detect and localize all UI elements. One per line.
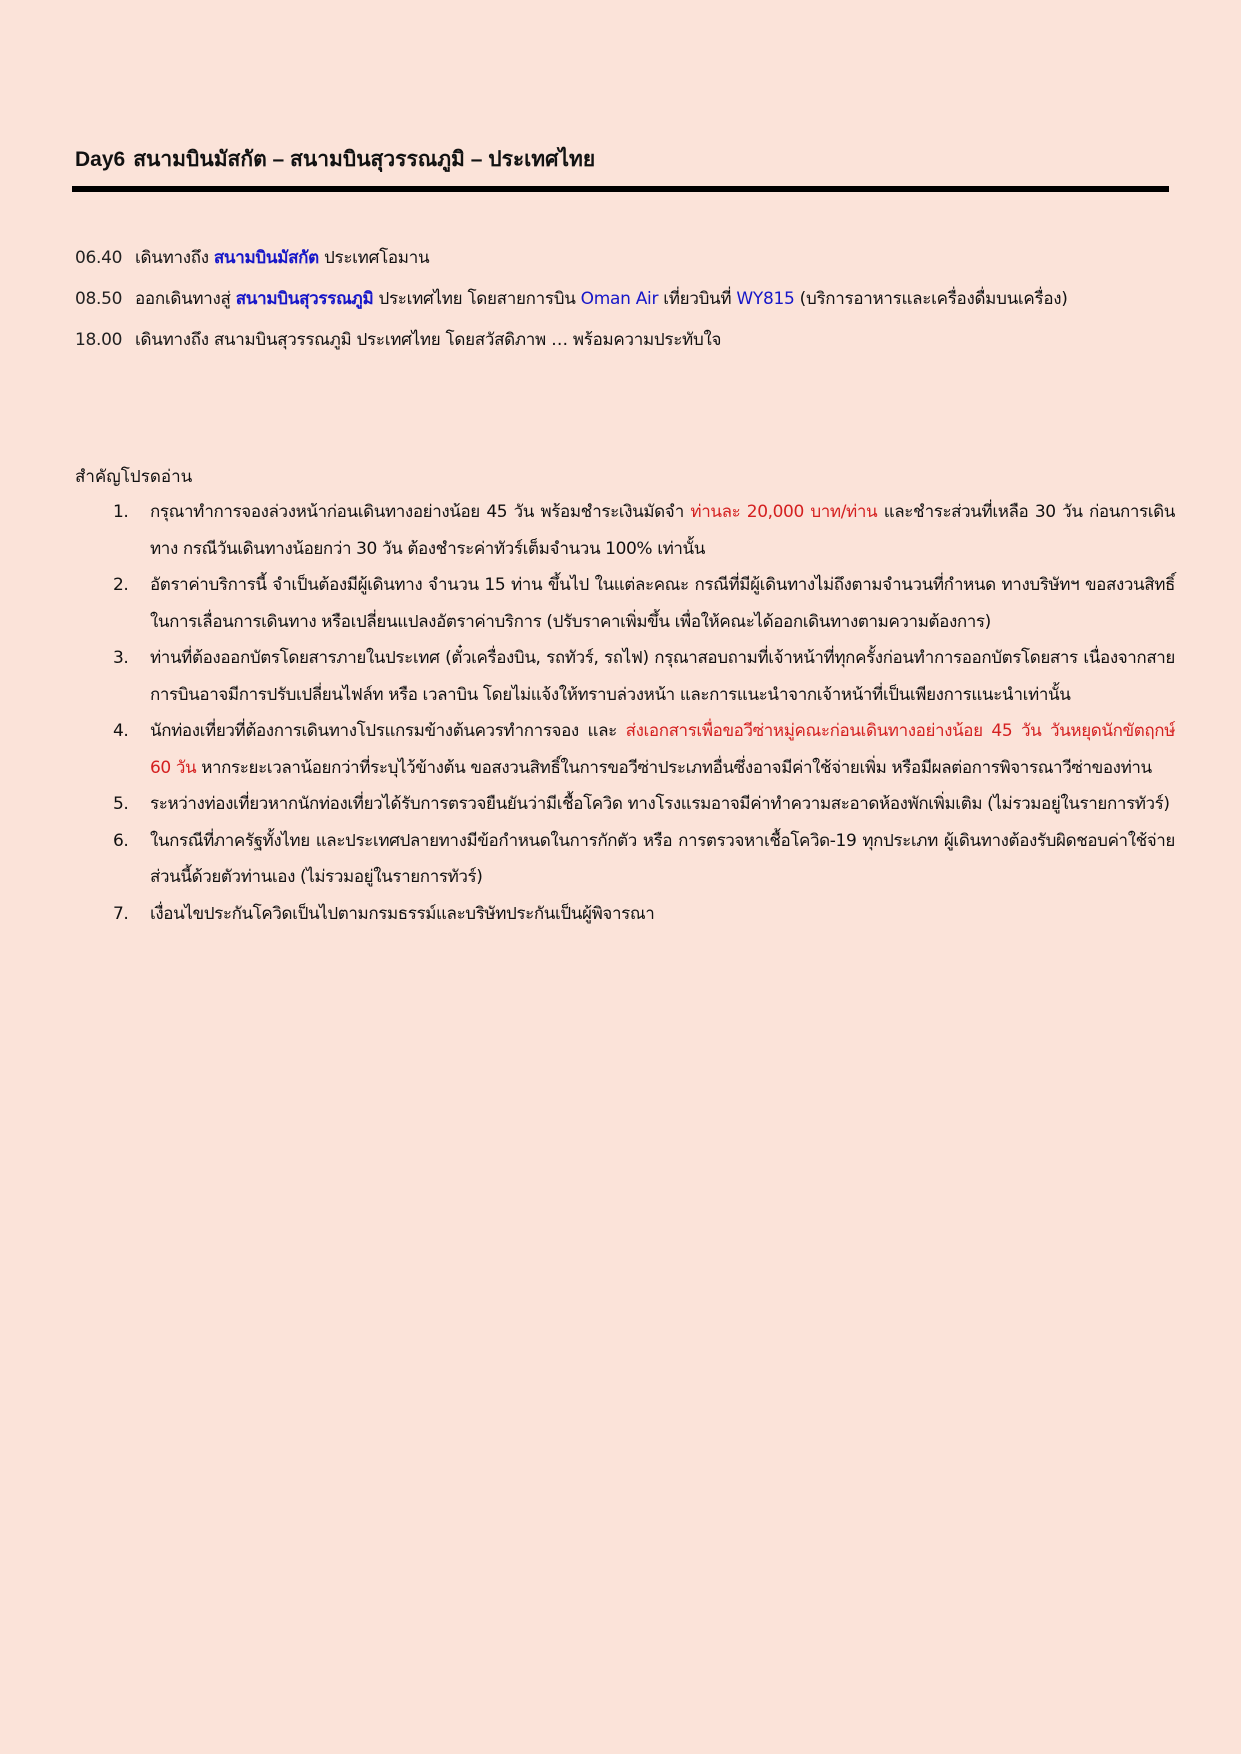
list-item-text: หากระยะเวลาน้อยกว่าที่ระบุไว้ข้างต้น ขอสงวนสิทธิ์ในการขอวีซ่าประเภทอื่นซึ่งอาจมีค่าใช้จ่ายเพิ่ม หรือมีผลต่อการพิจารณาวีซ่าของท่าน: [196, 757, 1152, 778]
list-item-text: นักท่องเที่ยวที่ต้องการเดินทางโปรแกรมข้างต้นควรทำการจอง และ: [150, 721, 626, 741]
list-item: [75, 713, 1175, 786]
list-item-number: 3.: [113, 648, 129, 668]
itinerary-list: [75, 244, 1175, 367]
notes-list: [75, 494, 1175, 932]
itinerary-text: ประเทศโอมาน: [318, 248, 430, 268]
list-item-text: ระหว่างท่องเที่ยวหากนักท่องเที่ยวได้รับการตรวจยืนยันว่ามีเชื้อโควิด ทางโรงแรมอาจมีค่าทำความสะอาดห้องพักเพิ่มเติม (ไม่รวมอยู่ในรายการทัวร์): [150, 794, 1170, 814]
itinerary-time: 06.40: [75, 248, 123, 268]
itinerary-text: ประเทศไทย โดยสายการบิน: [373, 289, 581, 309]
header-divider: [72, 186, 1169, 192]
notes-title: สำคัญโปรดอ่าน: [75, 467, 193, 487]
airline-highlight: Oman Air: [580, 289, 659, 309]
airport-highlight: สนามบินมัสกัต: [213, 248, 319, 268]
list-item-text: เงื่อนไขประกันโควิดเป็นไปตามกรมธรรม์และบริษัทประกันเป็นผู้พิจารณา: [150, 903, 655, 924]
itinerary-time: 08.50: [75, 289, 123, 309]
itinerary-row: [75, 285, 1175, 326]
important-notes: [75, 462, 1175, 932]
list-item-text: อัตราค่าบริการนี้ จำเป็นต้องมีผู้เดินทาง จำนวน 15 ท่าน ขึ้นไป ในแต่ละคณะ กรณีที่มีผู้เดินทางไม่ถึงตามจำนวนที่กำหนด ทางบริษัทฯ ขอสงวนสิทธิ์ในการเลื่อนการเดินทาง หรือเปลี่ยนแปลงอัตราค่าบริการ (ปรับราคาเพิ่มขึ้น เพื่อให้คณะได้ออกเดินทางตามความต้องการ): [150, 575, 1175, 632]
list-item: [75, 640, 1175, 713]
itinerary-text: เดินทางถึง: [135, 248, 214, 268]
list-item-text: ในกรณีที่ภาครัฐทั้งไทย และประเทศปลายทางมีข้อกำหนดในการกักตัว หรือ การตรวจหาเชื้อโควิด-19 ทุกประเภท ผู้เดินทางต้องรับผิดชอบค่าใช้จ่ายส่วนนี้ด้วยตัวท่านเอง (ไม่รวมอยู่ในรายการทัวร์): [150, 830, 1175, 887]
deposit-highlight: ท่านละ 20,000 บาท/ท่าน: [690, 502, 878, 522]
list-item: [75, 567, 1175, 640]
airport-highlight: สนามบินสุวรรณภูมิ: [235, 289, 374, 309]
list-item-text: กรุณาทำการจองล่วงหน้าก่อนเดินทางอย่างน้อย 45 วัน พร้อมชำระเงินมัดจำ: [150, 502, 691, 522]
visa-deadline-highlight: ส่งเอกสารเพื่อขอวีซ่าหมู่คณะก่อนเดินทางอย่างน้อย 45 วัน วันหยุดนักขัตฤกษ์ 60 วัน: [150, 721, 1175, 778]
itinerary-text: ออกเดินทางสู่: [135, 289, 236, 309]
day-header: [75, 143, 1169, 176]
list-item-number: 5.: [113, 794, 129, 814]
list-item: [75, 823, 1175, 896]
itinerary-row: [75, 244, 1175, 285]
list-item-text: ท่านที่ต้องออกบัตรโดยสารภายในประเทศ (ตั๋วเครื่องบิน, รถทัวร์, รถไฟ) กรุณาสอบถามที่เจ้าหน้าที่ทุกครั้งก่อนทำการออกบัตรโดยสาร เนื่องจากสายการบินอาจมีการปรับเปลี่ยนไฟล์ท หรือ เวลาบิน โดยไม่แจ้งให้ทราบล่วงหน้า และการแนะนำจากเจ้าหน้าที่เป็นเพียงการแนะนำเท่านั้น: [150, 648, 1175, 705]
list-item: [75, 786, 1175, 823]
list-item-number: 2.: [113, 575, 129, 595]
day-title: สนามบินมัสกัต – สนามบินสุวรรณภูมิ – ประเทศไทย: [133, 148, 596, 171]
day-label: Day6: [75, 148, 126, 171]
list-item: [75, 896, 1175, 933]
itinerary-time: 18.00: [75, 330, 123, 350]
list-item-number: 1.: [113, 502, 129, 522]
itinerary-text: (บริการอาหารและเครื่องดื่มบนเครื่อง): [794, 289, 1068, 309]
flight-number-highlight: WY815: [736, 289, 795, 309]
itinerary-text: เที่ยวบินที่: [658, 289, 737, 309]
list-item: [75, 494, 1175, 567]
itinerary-text: เดินทางถึง สนามบินสุวรรณภูมิ ประเทศไทย โดยสวัสดิภาพ … พร้อมความประทับใจ: [135, 330, 722, 350]
list-item-number: 6.: [113, 830, 129, 851]
list-item-number: 7.: [113, 903, 129, 924]
list-item-number: 4.: [113, 721, 129, 741]
list-item-text: และชำระส่วนที่เหลือ 30 วัน ก่อนการเดินทาง กรณีวันเดินทางน้อยกว่า 30 วัน ต้องชำระค่าทัวร์เต็มจำนวน 100% เท่านั้น: [150, 502, 1176, 559]
itinerary-row: [75, 326, 1175, 367]
